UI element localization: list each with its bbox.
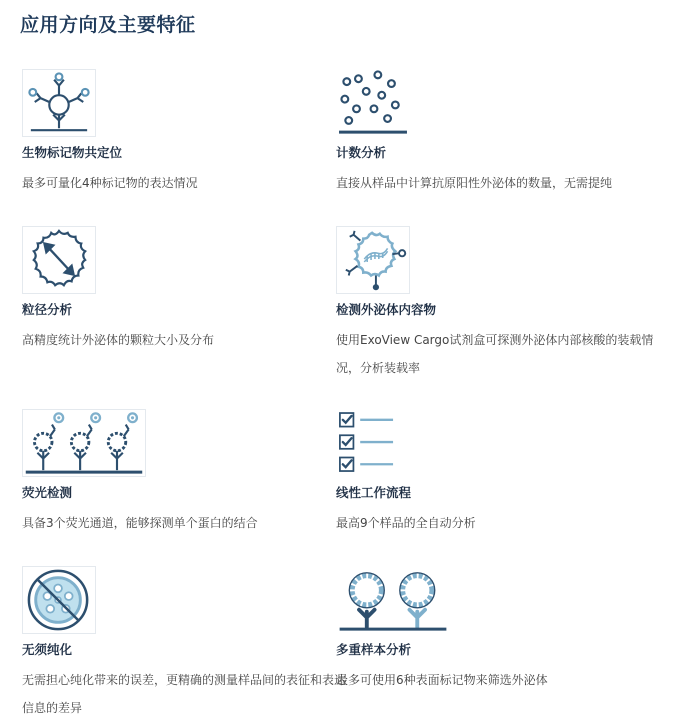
- no-purification-icon: [22, 566, 96, 634]
- feature-desc: 高精度统计外泌体的颗粒大小及分布: [22, 333, 215, 347]
- feature-counting-analysis: [336, 69, 666, 197]
- feature-title: 多重样本分析: [336, 642, 412, 657]
- feature-particle-size: [22, 226, 352, 354]
- feature-title: 计数分析: [336, 145, 387, 160]
- feature-title: 线性工作流程: [336, 485, 412, 500]
- linear-workflow-icon: [336, 409, 396, 477]
- fluorescence-detection-icon: [22, 409, 146, 477]
- exosome-cargo-icon: [336, 226, 410, 294]
- feature-no-purification: [22, 566, 352, 722]
- biomarker-colocalization-icon: [22, 69, 96, 137]
- feature-desc: 最多可使用6种表面标记物来筛选外泌体: [336, 673, 548, 687]
- feature-desc: 直接从样品中计算抗原阳性外泌体的数量，无需提纯: [336, 176, 613, 190]
- counting-analysis-icon: [336, 69, 410, 137]
- feature-desc: 最高9个样品的全自动分析: [336, 516, 476, 530]
- multiplex-analysis-icon: [336, 566, 450, 634]
- feature-title: 生物标记物共定位: [22, 145, 123, 160]
- feature-title: 荧光检测: [22, 485, 73, 500]
- feature-exosome-cargo: [336, 226, 666, 382]
- feature-desc: 使用ExoView Cargo试剂盒可探测外泌体内部核酸的装载情况，分析装载率: [336, 333, 654, 375]
- feature-desc: 最多可量化4种标记物的表达情况: [22, 176, 198, 190]
- feature-fluorescence-detection: [22, 409, 352, 537]
- feature-multiplex-analysis: [336, 566, 666, 694]
- feature-title: 粒径分析: [22, 302, 73, 317]
- feature-biomarker-colocalization: [22, 69, 352, 197]
- particle-size-icon: [22, 226, 96, 294]
- feature-title: 无须纯化: [22, 642, 73, 657]
- feature-title: 检测外泌体内容物: [336, 302, 437, 317]
- feature-linear-workflow: [336, 409, 666, 537]
- feature-desc: 具备3个荧光通道，能够探测单个蛋白的结合: [22, 516, 258, 530]
- page-title: 应用方向及主要特征: [20, 14, 196, 36]
- feature-desc: 无需担心纯化带来的误差，更精确的测量样品间的表征和表达信息的差异: [22, 673, 347, 715]
